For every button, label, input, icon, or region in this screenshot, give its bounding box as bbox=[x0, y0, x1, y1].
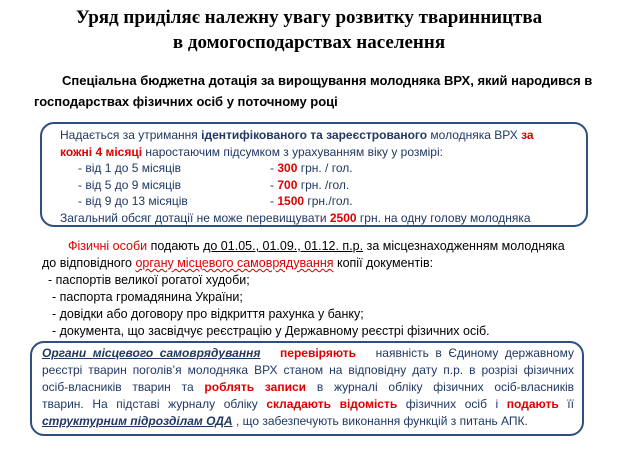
journal-text: в журналі обліку фізичних осіб-власників bbox=[306, 380, 574, 394]
verification-line-1 bbox=[42, 345, 574, 362]
documents-list-item: - довідки або договору про відкриття рахунка у банку; bbox=[52, 307, 364, 321]
local-authorities-text: Органи місцевого самоврядування bbox=[42, 346, 261, 360]
submit-red-text: подають bbox=[506, 397, 559, 411]
owners-text: осіб-власників тварин та bbox=[42, 380, 205, 394]
identified-text: ідентифікованого та зареєстрованого bbox=[201, 128, 428, 142]
verify-text: перевіряють bbox=[280, 346, 357, 360]
verification-line-5 bbox=[42, 413, 574, 430]
total-text-1: Загальний обсяг дотації не може перевищувати bbox=[60, 210, 330, 225]
rate-value: - 700 грн. /гол. bbox=[270, 177, 350, 192]
deadline-dates: до 01.05., 01.09., 01.12. п.р. bbox=[203, 239, 364, 253]
rate-sum: 1500 bbox=[277, 194, 305, 208]
total-sum: 2500 bbox=[329, 210, 357, 225]
rate-age: - від 1 до 5 місяців bbox=[78, 161, 182, 175]
individuals-and-text: фізичних осіб і bbox=[397, 397, 507, 411]
rate-age: - від 5 до 9 місяців bbox=[78, 177, 182, 192]
structural-units-text: структурним підрозділам ОДА bbox=[42, 414, 233, 428]
verification-line-3 bbox=[42, 379, 574, 396]
title-line-1 bbox=[0, 6, 618, 29]
local-authority-text: органу місцевого самоврядування bbox=[135, 256, 334, 270]
apk-text: , що забезпечують виконання функцій з питань АПК. bbox=[232, 414, 528, 428]
documents-line-1 bbox=[34, 238, 594, 255]
rate-row-2 bbox=[60, 177, 585, 194]
individuals-text: Фізичні особи bbox=[68, 239, 148, 253]
conditions-line-2 bbox=[60, 144, 585, 161]
verification-line-2: реєстрі тварин поголів’я молодняка ВРХ станом на відповідну дату п.р. в розрізі фізичних bbox=[42, 363, 574, 377]
documents-list-item: - паспорта громадянина України; bbox=[52, 290, 243, 304]
every-4-months: кожні 4 місяці bbox=[60, 144, 143, 159]
documents-line-2 bbox=[34, 255, 594, 272]
rate-value: - 300 грн. / гол. bbox=[270, 161, 353, 175]
location-text: за місцезнаходженням молодняка bbox=[363, 239, 565, 253]
registry-text: наявність в Єдиному державному bbox=[375, 346, 574, 360]
total-text-2: грн. на одну голову молодняка bbox=[356, 210, 531, 225]
conditions-text-1: Надається за утримання bbox=[60, 128, 202, 142]
verification-line-4 bbox=[42, 396, 574, 413]
conditions-line-1 bbox=[60, 127, 585, 144]
rate-value: - 1500 грн./гол. bbox=[270, 194, 353, 208]
conditions-text-3: наростаючим підсумком з урахуванням віку у розмірі: bbox=[142, 144, 443, 159]
rate-sum: 700 bbox=[277, 177, 298, 192]
total-limit-line bbox=[60, 210, 585, 227]
make-records-text: роблять записи bbox=[204, 380, 307, 394]
copies-text: копії документів: bbox=[333, 256, 434, 270]
compile-list-text: складають відомість bbox=[266, 397, 398, 411]
intro-paragraph bbox=[34, 72, 594, 110]
subsidy-conditions-text bbox=[60, 127, 585, 226]
every-text: за bbox=[521, 128, 534, 142]
to-relevant-text: до відповідного bbox=[42, 256, 136, 270]
page-title bbox=[0, 6, 618, 54]
conditions-text-2: молодняка ВРХ bbox=[427, 128, 522, 142]
rate-sum: 300 bbox=[277, 161, 298, 175]
title-line-2 bbox=[0, 31, 618, 54]
rate-row-1 bbox=[60, 160, 585, 177]
intro-line-2: господарствах фізичних осіб у поточному році bbox=[34, 94, 338, 109]
documents-list-item: - паспортів великої рогатої худоби; bbox=[48, 273, 250, 287]
rate-row-3 bbox=[60, 193, 585, 210]
basis-text: тварин. На підставі журналу обліку bbox=[42, 397, 267, 411]
rate-unit: грн./гол. bbox=[304, 194, 353, 208]
documents-list-item: - документа, що засвідчує реєстрацію у Державному реєстрі фізичних осіб. bbox=[52, 324, 490, 338]
documents-section bbox=[34, 238, 594, 340]
verification-text bbox=[42, 345, 574, 430]
submit-text: подають bbox=[147, 239, 204, 253]
title-line-1-text: Уряд приділяє належну увагу розвитку тваринництва bbox=[75, 7, 543, 28]
rate-age: - від 9 до 13 місяців bbox=[78, 194, 188, 208]
intro-line-1: Спеціальна бюджетна дотація за вирощування молодняка ВРХ, який народився в bbox=[62, 73, 593, 88]
title-line-2-text: в домогосподарствах населення bbox=[172, 32, 446, 53]
rate-unit: грн. / гол. bbox=[297, 161, 353, 175]
rate-unit: грн. /гол. bbox=[297, 177, 350, 192]
its-text: її bbox=[558, 397, 574, 411]
